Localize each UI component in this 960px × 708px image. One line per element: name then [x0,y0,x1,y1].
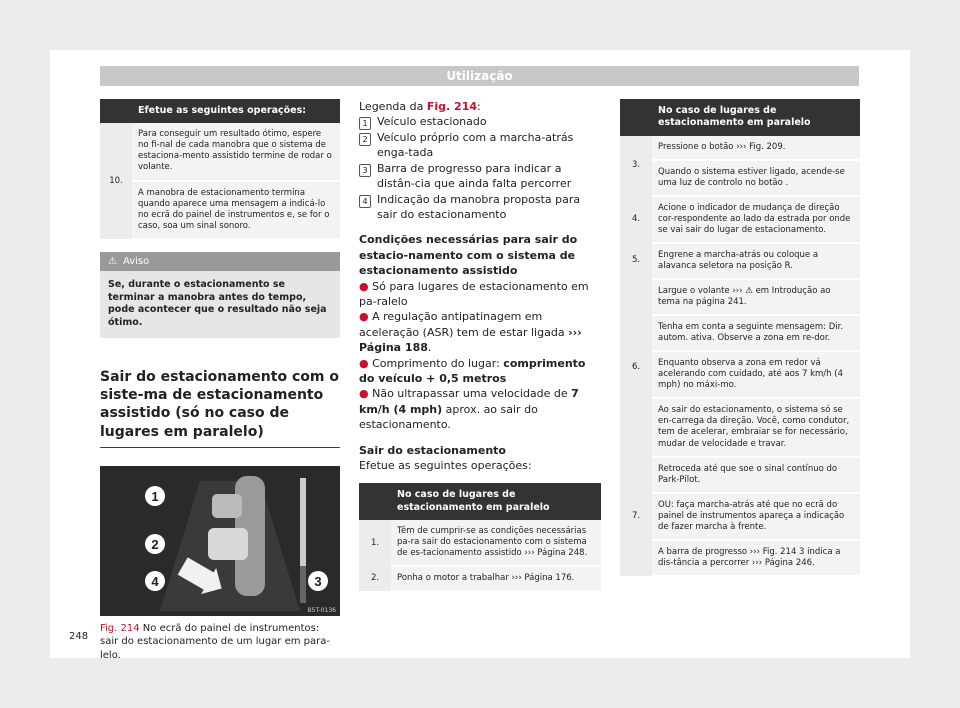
left-column [100,99,340,662]
callout-1: 1 [151,488,159,504]
callout-4: 4 [151,573,159,589]
callout-2: 2 [151,536,159,552]
step-text: Tenha em conta a seguinte mensagem: Dir. autom. ativa. Observe a zona em re-dor. [652,315,860,351]
callout-3: 3 [314,573,322,589]
step-text: Para conseguir um resultado ótimo, espere no fi-nal de cada manobra que o sistema de estaciona-mento assistido termine de rodar o volante. [132,123,340,180]
figure-code: B5T-0136 [307,606,336,614]
step-number: 7. [620,457,652,576]
parking-exit-illustration [100,466,340,616]
page-header: Utilização [100,66,859,86]
table-heading: No caso de lugares de estacionamento em paralelo [391,483,601,520]
figure-ref: Fig. 214 [100,622,140,634]
condition-item: ● Só para lugares de estacionamento em pa-ralelo [359,279,589,309]
step-number: 2. [359,566,391,591]
page-number: 248 [69,631,89,642]
condition-item: ● A regulação antipatinagem em aceleração (ASR) tem de estar ligada ››› Página 188. [359,310,582,355]
legend-title: Legenda da Fig. 214: [359,100,481,113]
condition-item: ● Não ultrapassar uma velocidade de 7 km/h (4 mph) aprox. ao sair do estacionamento. [359,387,579,432]
figure-caption [100,622,340,663]
step-text: Enquanto observa a zona em redor vá acelerando com cuidado, até aos 7 km/h (4 mph) no máxi-mo. [652,351,860,398]
step-number: 10. [100,123,132,238]
steps-table-continued [620,99,860,577]
step-text: Quando o sistema estiver ligado, acende-se uma luz de controlo no botão . [652,160,860,196]
legend-item: 2 Veículo próprio com a marcha-atrás enga-tada [359,131,601,161]
legend-fig-link[interactable]: Fig. 214 [426,100,478,113]
step-text: Têm de cumprir-se as condições necessárias pa-ra sair do estacionamento com o sistema de es-tacionamento assistido ››› Página 248. [391,520,601,566]
middle-column [359,99,601,592]
conditions-title: Condições necessárias para sair do estacio-namento com o sistema de estacionamento assistido [359,233,578,278]
step-number: 3. [620,136,652,196]
legend-item: 3 Barra de progresso para indicar a distân-cia que ainda falta percorrer [359,162,601,192]
table-heading: No caso de lugares de estacionamento em paralelo [652,99,860,136]
warning-header [100,252,340,271]
warning-text: Se, durante o estacionamento se terminar a manobra antes do tempo, pode acontecer que o resultado não seja ótimo. [100,271,340,338]
warning-label: Aviso [122,255,150,267]
step-text: Acione o indicador de mudança de direção cor-respondente ao lado da estrada por onde se vai sair do lugar de estacionamento. [652,196,860,243]
right-column [620,99,860,577]
operations-table [100,99,340,240]
page-link[interactable]: ››› Página 188 [359,325,582,355]
warning-icon: ⚠ [108,255,117,267]
step-text: Engrene a marcha-atrás ou coloque a alavanca seletora na posição R. [652,243,860,279]
step-number: 1. [359,520,391,566]
step-text: Pressione o botão ››› Fig. 209. [652,136,860,160]
instrument-display-figure [100,466,340,616]
step-text: Retroceda até que soe o sinal contínuo do Park-Pilot. [652,457,860,493]
caption-text: No ecrã do painel de instrumentos: sair do estacionamento de um lugar em para-lelo. [100,622,330,661]
step-number: 5. [620,243,652,279]
legend-item: 1 Veículo estacionado [359,115,601,130]
legend-item: 4 Indicação da manobra proposta para sair do estacionamento [359,193,601,223]
step-text: OU: faça marcha-atrás até que no ecrã do painel de instrumentos apareça a indicação de fazer marcha à frente. [652,493,860,540]
parked-vehicle [212,494,242,518]
condition-item: ● Comprimento do lugar: comprimento do veículo + 0,5 metros [359,356,586,385]
exit-intro: Efetue as seguintes operações: [359,458,532,472]
warning-box [100,252,340,338]
step-text: A barra de progresso ››› Fig. 214 3 indica a dis-tância a percorrer ››› Página 246. [652,540,860,576]
step-text: A manobra de estacionamento termina quando aparece uma mensagem a indicá-lo no ecrã do painel de instrumentos e, se for o caso, soa um sinal sonoro. [132,181,340,239]
step-number: 4. [620,196,652,243]
table-heading: Efetue as seguintes operações: [132,99,340,123]
exit-title: Sair do estacionamento [359,443,506,457]
step-text: Largue o volante ››› ⚠ em Introdução ao tema na página 241. [652,279,860,315]
own-vehicle [208,528,248,560]
section-title: Sair do estacionamento com o siste-ma de estacionamento assistido (só no caso de lugares em paralelo) [100,368,340,448]
step-text: Ponha o motor a trabalhar ››› Página 176. [391,566,601,591]
steps-table-start [359,483,601,592]
step-number: 6. [620,279,652,457]
step-text: Ao sair do estacionamento, o sistema só se en-carrega da direção. Você, como condutor, tem de acelerar, embraiar se for necessário, mudar de velocidade e travar. [652,398,860,456]
